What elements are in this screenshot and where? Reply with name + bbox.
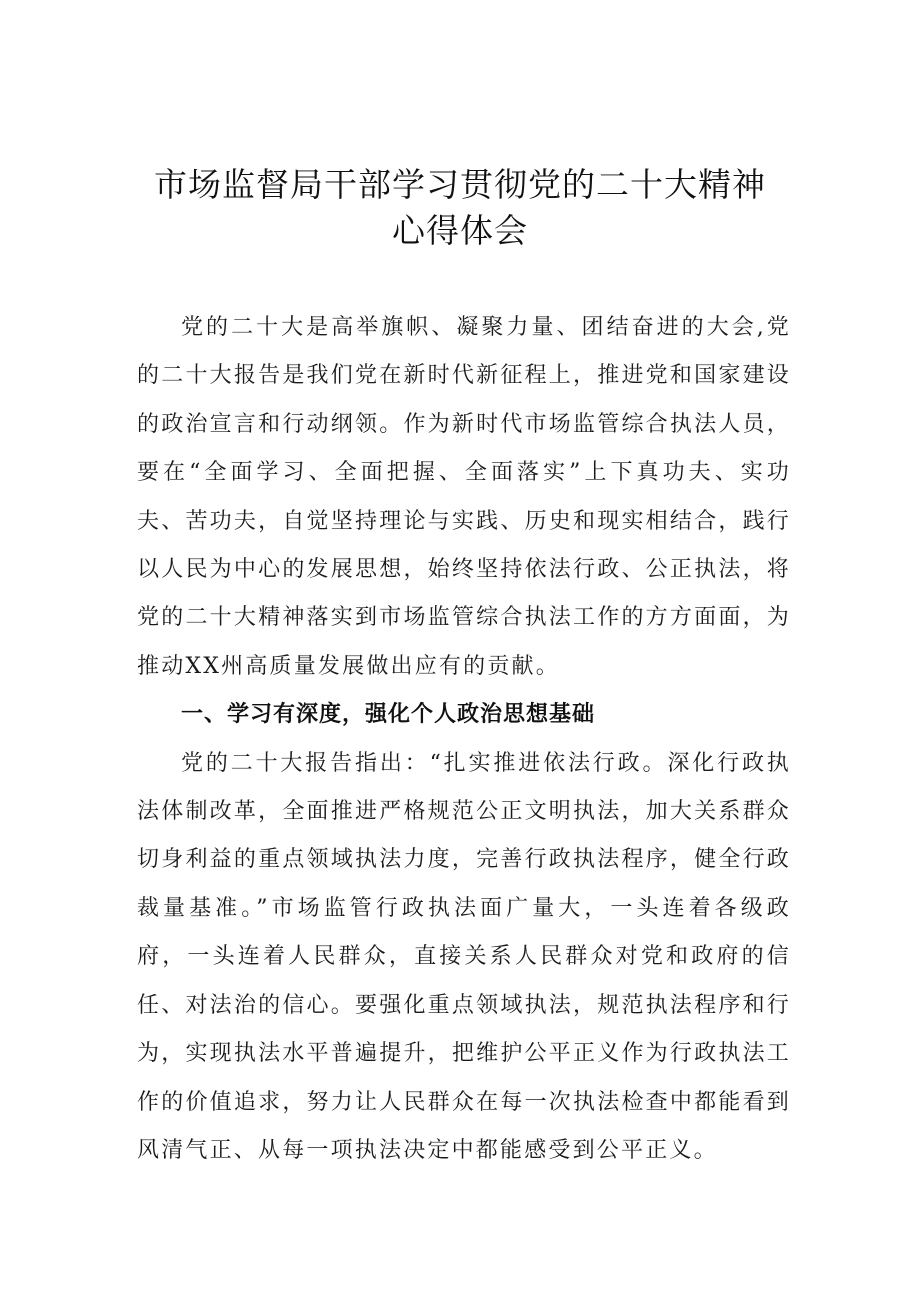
section-1-paragraph: 党的二十大报告指出：“扎实推进依法行政。深化行政执法体制改革，全面推进严格规范公正文明执法，加大关系群众切身利益的重点领域执法力度，完善行政执法程序，健全行政裁量基准。”市场监管行政执法面广量大，一头连着各级政府，一头连着人民群众，直接关系人民群众对党和政府的信任、对法治的信心。要强化重点领域执法，规范执法程序和行为，实现执法水平普遍提升，把维护公平正义作为行政执法工作的价值追求，努力让人民群众在每一次执法检查中都能看到风清气正、从每一项执法决定中都能感受到公平正义。	[137, 750, 791, 1163]
title-line-1: 市场监督局干部学习贯彻党的二十大精神	[154, 165, 766, 204]
intro-paragraph: 党的二十大是高举旗帜、凝聚力量、团结奋进的大会,党的二十大报告是我们党在新时代新征程上，推进党和国家建设的政治宣言和行动纲领。作为新时代市场监管综合执法人员，要在“全面学习、全面把握、全面落实”上下真功夫、实功夫、苦功夫，自觉坚持理论与实践、历史和现实相结合，践行以人民为中心的发展思想，始终坚持依法行政、公正执法，将党的二十大精神落实到市场监管综合执法工作的方方面面，为推动XX州高质量发展做出应有的贡献。	[137, 315, 791, 679]
title-line-2: 心得体会	[392, 211, 528, 250]
section-1-heading: 一、学习有深度，强化个人政治思想基础	[181, 702, 596, 728]
document-body	[137, 304, 791, 1175]
document-title	[100, 162, 820, 254]
